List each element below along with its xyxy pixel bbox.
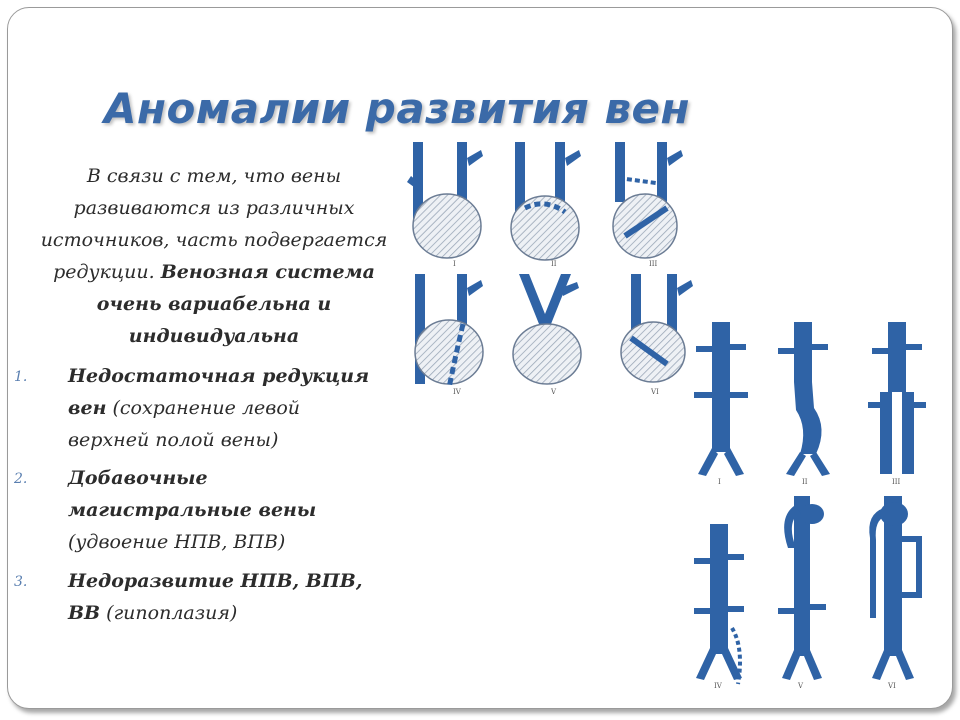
heart-label: III bbox=[649, 260, 658, 268]
intro-text: редукции. bbox=[53, 261, 161, 283]
cava-label: IV bbox=[714, 682, 722, 690]
cava-label: V bbox=[798, 682, 804, 690]
cava-label: III bbox=[892, 478, 901, 486]
heart-panel-2 bbox=[511, 142, 581, 260]
intro-bold-text: Венозная система bbox=[160, 261, 375, 283]
list-bold-text: магистральные вены bbox=[68, 499, 317, 521]
intro-line bbox=[14, 320, 414, 352]
intro-line: развиваются из различных bbox=[73, 197, 355, 219]
list-number: 1. bbox=[14, 369, 28, 385]
heart-label: VI bbox=[651, 388, 659, 396]
list-text bbox=[68, 565, 408, 629]
cava-panel-1 bbox=[694, 322, 748, 476]
intro-paragraph bbox=[14, 160, 414, 352]
list-number: 2. bbox=[14, 471, 28, 487]
cava-panel-5 bbox=[778, 496, 826, 680]
list-normal-text: (удвоение НПВ, ВПВ) bbox=[68, 531, 286, 553]
cava-panel-3 bbox=[868, 322, 926, 474]
list-bold-text: вен bbox=[68, 397, 107, 419]
vena-cava-illustration bbox=[688, 318, 946, 690]
heart-panel-3 bbox=[613, 142, 683, 258]
list-number: 3. bbox=[14, 574, 28, 590]
list-text bbox=[68, 360, 408, 456]
slide-title: Аномалии развития вен bbox=[104, 84, 691, 133]
list-normal-text: верхней полой вены) bbox=[68, 429, 279, 451]
cava-label: II bbox=[802, 478, 808, 486]
intro-line bbox=[14, 288, 414, 320]
list-bold-text: Добавочные bbox=[68, 467, 208, 489]
intro-bold-text: очень вариабельна и bbox=[96, 293, 332, 315]
cava-label: VI bbox=[888, 682, 896, 690]
heart-panel-6 bbox=[621, 274, 693, 382]
intro-line bbox=[14, 256, 414, 288]
cava-panel-2 bbox=[778, 322, 830, 476]
heart-panel-5 bbox=[513, 274, 581, 384]
intro-line: источников, часть подвергается bbox=[40, 229, 388, 251]
heart-veins-illustration bbox=[405, 138, 705, 398]
cava-panel-6 bbox=[869, 496, 922, 680]
intro-bold-text: индивидуальна bbox=[128, 325, 300, 347]
cava-panel-4 bbox=[694, 524, 744, 684]
intro-line: В связи с тем, что вены bbox=[86, 165, 342, 187]
list-normal-text: (сохранение левой bbox=[106, 397, 301, 419]
heart-panel-1 bbox=[407, 142, 483, 258]
heart-label: V bbox=[551, 388, 557, 396]
list-text bbox=[68, 462, 408, 558]
cava-label: I bbox=[718, 478, 721, 486]
heart-label: I bbox=[453, 260, 456, 268]
heart-panel-4 bbox=[415, 274, 483, 388]
list-bold-text: Недоразвитие НПВ, ВПВ, bbox=[68, 570, 363, 592]
list-bold-text: Недостаточная редукция bbox=[68, 365, 370, 387]
heart-label: II bbox=[551, 260, 557, 268]
list-normal-text: (гипоплазия) bbox=[100, 602, 238, 624]
heart-label: IV bbox=[453, 388, 461, 396]
list-bold-text: ВВ bbox=[68, 602, 101, 624]
